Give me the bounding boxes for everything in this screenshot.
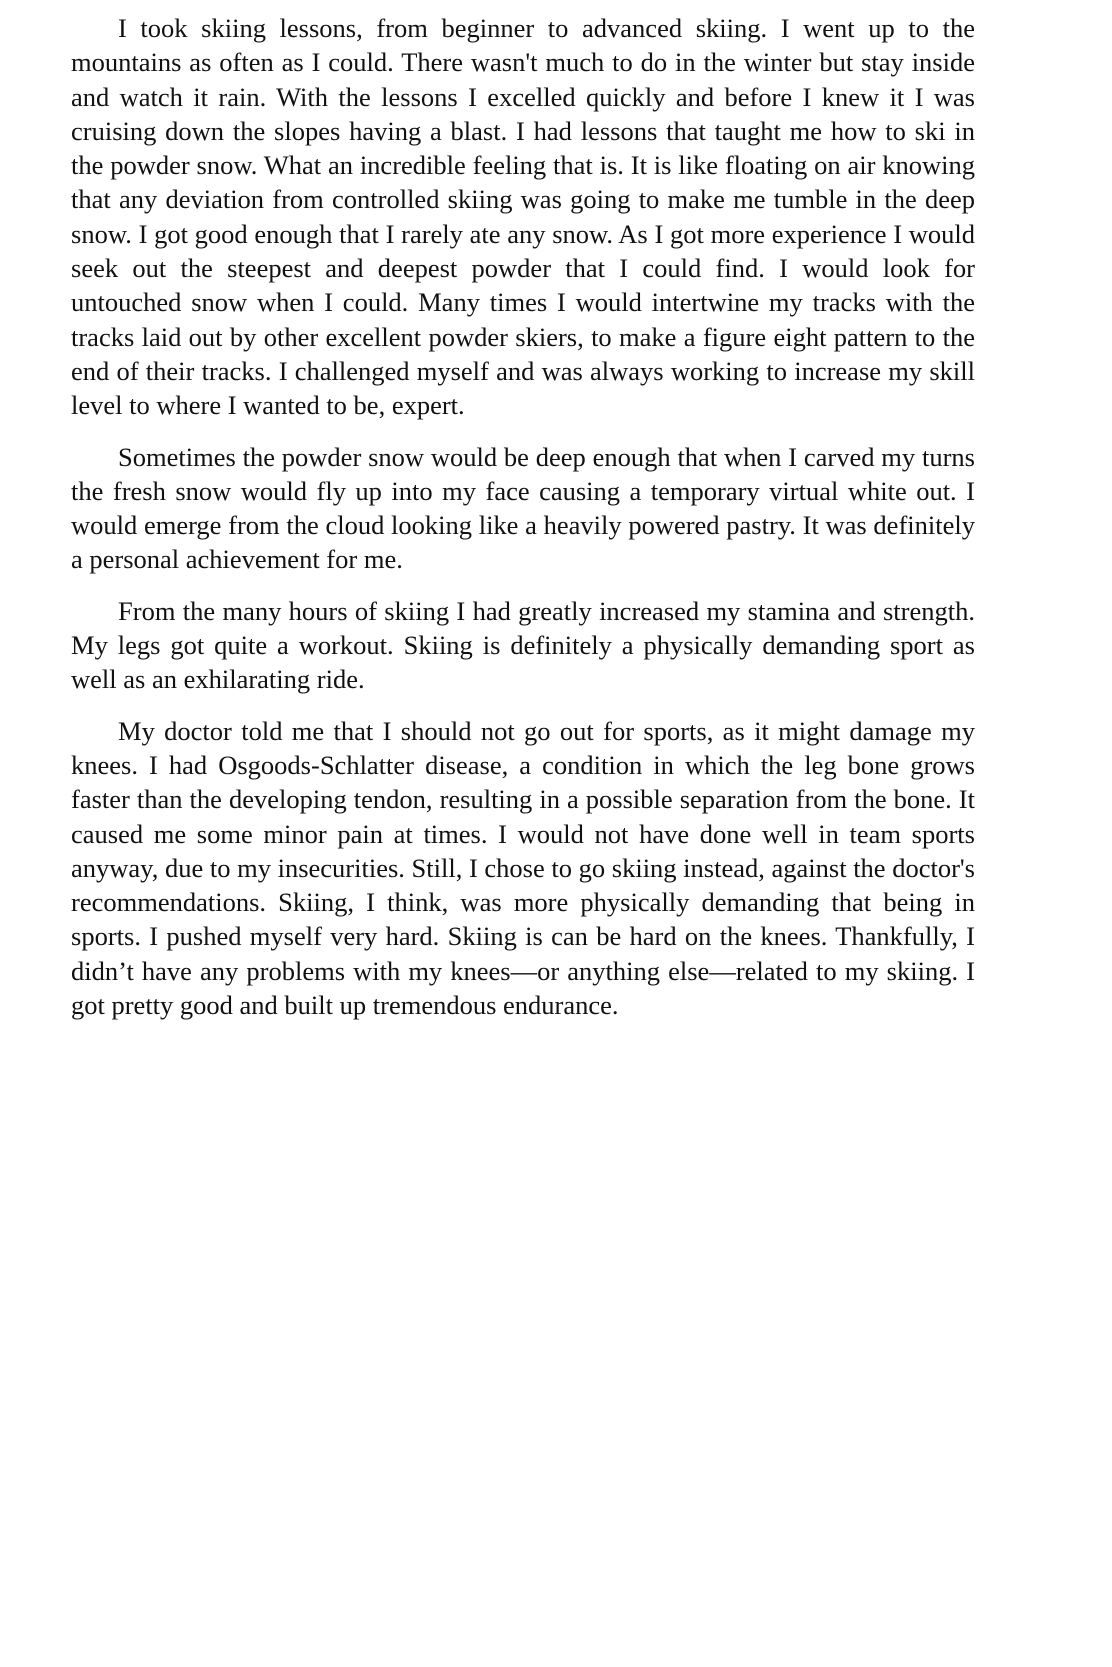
paragraph-skiing-lessons: I took skiing lessons, from beginner to advanced skiing. I went up to the mountains as often as I could. There wasn't much to do in the winter but stay inside and watch it rain. With the lessons I excelled quickly and before I knew it I was cruising down the slopes having a blast. I had lessons that taught me how to ski in the powder snow. What an incredible feeling that is. It is like floating on air knowing that any deviation from controlled skiing was going to make me tumble in the deep snow. I got good enough that I rarely ate any snow. As I got more experience I would seek out the steepest and deepest powder that I could find. I would look for untouched snow when I could. Many times I would intertwine my tracks with the tracks laid out by other excellent powder skiers, to make a figure eight pattern to the end of their tracks. I challenged myself and was always working to increase my skill level to where I wanted to be, expert. (71, 13, 975, 421)
paragraph-stamina: From the many hours of skiing I had greatly increased my stamina and strength. My legs got quite a workout. Skiing is definitely a physically demanding sport as well as an exhilarating ride. (71, 595, 975, 695)
paragraph-powder-snow: Sometimes the powder snow would be deep enough that when I carved my turns the fresh snow would fly up into my face causing a temporary virtual white out. I would emerge from the cloud looking like a heavily powered pastry. It was definitely a personal achievement for me. (71, 441, 975, 575)
paragraph-doctor-knees: My doctor told me that I should not go out for sports, as it might damage my knees. I had Osgoods-Schlatter disease, a condition in which the leg bone grows faster than the developing tendon, resulting in a possible separation from the bone. It caused me some minor pain at times. I would not have done well in team sports anyway, due to my insecurities. Still, I chose to go skiing instead, against the doctor's recommendations. Skiing, I think, was more physically demanding that being in sports. I pushed myself very hard. Skiing is can be hard on the knees. Thankfully, I didn’t have any problems with my knees—or anything else—related to my skiing. I got pretty good and built up tremendous endurance. (71, 715, 975, 1021)
document-page (71, 11, 975, 1039)
